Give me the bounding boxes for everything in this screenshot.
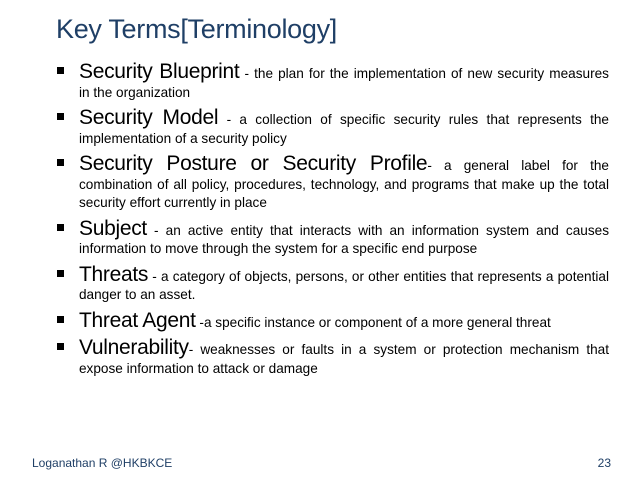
- slide-title: Key Terms[Terminology]: [56, 14, 338, 44]
- term-name: Security Posture or Security Profile: [79, 152, 428, 175]
- term-item-security-posture: [57, 154, 609, 213]
- term-definition: - a general label for the combination of all policy, procedures, technology, and programs that make up the total security effort currently in place: [79, 158, 609, 210]
- square-bullet-icon: [57, 113, 64, 120]
- term-name: Threats: [79, 262, 149, 286]
- term-name: Threat Agent: [79, 308, 196, 332]
- square-bullet-icon: [57, 343, 64, 350]
- term-name: Vulnerability: [79, 336, 189, 359]
- page-number: 23: [597, 456, 611, 470]
- square-bullet-icon: [57, 270, 64, 277]
- square-bullet-icon: [57, 159, 64, 166]
- term-item-security-blueprint: [57, 62, 609, 102]
- terms-list: [57, 62, 609, 384]
- term-definition: - a category of objects, persons, or other entities that represents a potential danger to an asset.: [79, 268, 609, 302]
- term-name: Security Model: [79, 106, 219, 129]
- term-definition: - an active entity that interacts with an information system and causes information to move through the system for a specific end purpose: [79, 222, 609, 256]
- term-item-subject: [57, 216, 609, 259]
- square-bullet-icon: [57, 224, 64, 231]
- term-name: Subject: [79, 216, 147, 240]
- term-definition: - the plan for the implementation of new security measures in the organization: [79, 66, 609, 100]
- term-item-threat-agent: [57, 308, 609, 333]
- term-definition: - weaknesses or faults in a system or protection mechanism that expose information to attack or damage: [79, 342, 609, 376]
- footer-author: Loganathan R @HKBKCE: [32, 456, 173, 470]
- term-definition: - a collection of specific security rules that represents the implementation of a security policy: [79, 112, 609, 146]
- term-item-vulnerability: [57, 338, 609, 378]
- term-item-threats: [57, 262, 609, 305]
- square-bullet-icon: [57, 67, 64, 74]
- square-bullet-icon: [57, 316, 64, 323]
- term-item-security-model: [57, 108, 609, 148]
- term-name: Security Blueprint: [79, 60, 240, 83]
- term-definition: -a specific instance or component of a more general threat: [195, 314, 551, 330]
